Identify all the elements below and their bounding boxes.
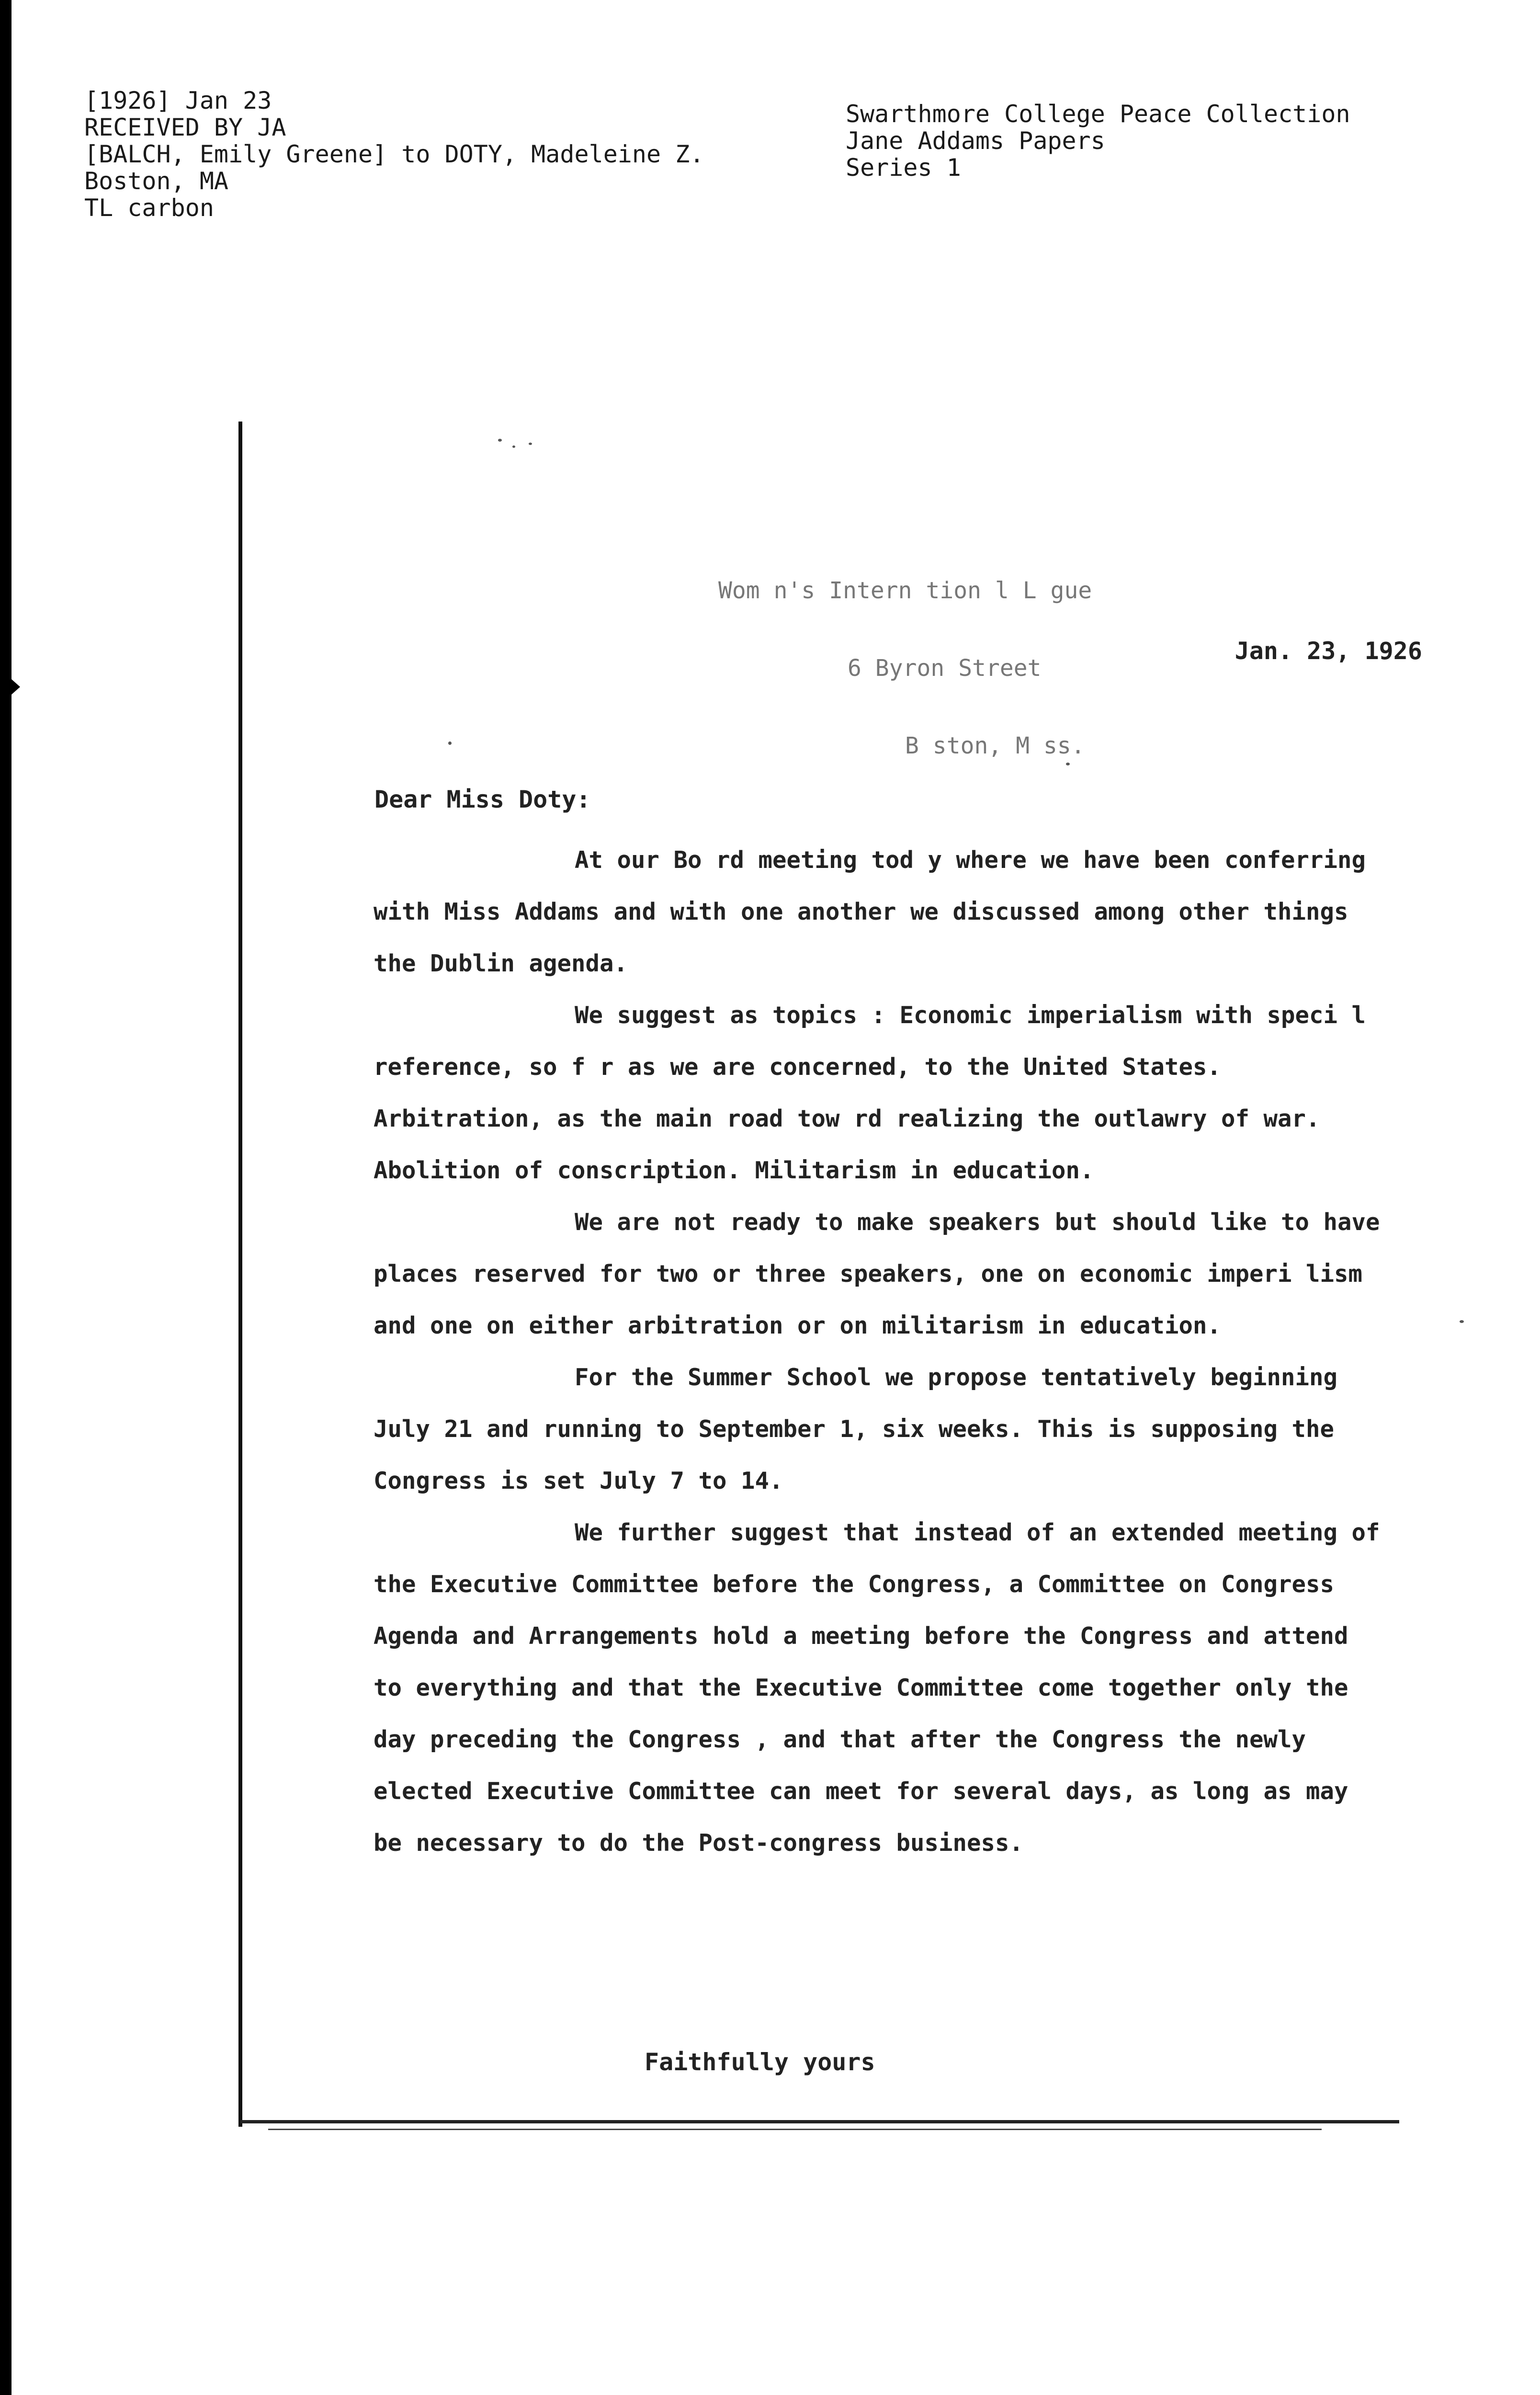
letter-page-edge-left [238, 422, 242, 2127]
scan-speck [512, 445, 515, 448]
catalog-metadata [84, 87, 704, 221]
letter-paragraph: For the Summer School we propose tentatively beginning July 21 and running to September 1, six weeks. This is supposing the Congress is set July 7 to 14. [374, 1364, 1338, 1494]
catalog-format: TL carbon [84, 194, 214, 222]
letter-paragraph: We further suggest that instead of an extended meeting of the Executive Committee before the Congress, a Committee on Congress Agenda and Arrangements hold a meeting before the Congress and attend to everything and that the Executive Committee come together only the day preceding the Congress , and that after the Congress the newly elected Executive Committee can meet for several days, as long as may be necessary to do the Post-congress business. [374, 1519, 1380, 1857]
letter-page-edge-bottom [240, 2120, 1399, 2123]
margin-arrow-icon [11, 679, 20, 695]
letter-paragraph: At our Bo rd meeting tod y where we have been conferring with Miss Addams and with one another we discussed among other things the Dublin agenda. [374, 846, 1366, 977]
letterhead-organization: Wom n's Intern tion l L gue [718, 577, 1092, 604]
letter-body [374, 834, 1389, 1869]
scan-speck [498, 439, 502, 442]
letter-page-edge-shadow [268, 2129, 1322, 2130]
letter-paragraph: We suggest as topics : Economic imperialism with speci l reference, so f r as we are concerned, to the United States. Arbitration, as the main road tow rd realizing the outlawry of war. Abolition of conscription. Militarism in education. [374, 1002, 1366, 1184]
catalog-received: RECEIVED BY JA [84, 114, 286, 141]
scan-speck [529, 443, 532, 445]
scan-border-left [0, 0, 11, 2395]
letter-closing: Faithfully yours [645, 2048, 875, 2076]
collection-series: Series 1 [846, 154, 961, 182]
letter-date: Jan. 23, 1926 [1234, 637, 1422, 665]
collection-name: Swarthmore College Peace Collection [846, 100, 1350, 128]
letterhead-city: B ston, M ss. [905, 732, 1085, 759]
collection-papers: Jane Addams Papers [846, 127, 1105, 155]
letterhead [718, 526, 1092, 785]
scan-speck [1460, 1320, 1464, 1323]
letter-salutation: Dear Miss Doty: [374, 786, 591, 813]
catalog-place: Boston, MA [84, 167, 229, 195]
scan-speck [448, 741, 452, 745]
letterhead-street: 6 Byron Street [848, 655, 1042, 682]
letter-paragraph: We are not ready to make speakers but should like to have places reserved for two or three speakers, one on economic imperi lism and one on either arbitration or on militarism in education. [374, 1209, 1380, 1339]
collection-info [846, 101, 1350, 181]
catalog-date: [1926] Jan 23 [84, 87, 272, 114]
catalog-correspondents: [BALCH, Emily Greene] to DOTY, Madeleine Z. [84, 140, 704, 168]
